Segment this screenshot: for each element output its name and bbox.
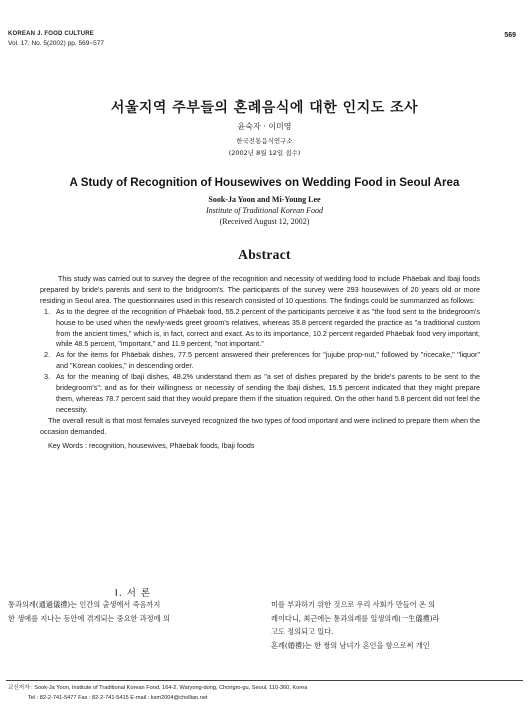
footnote-divider xyxy=(6,680,523,681)
body-left-column xyxy=(8,598,258,625)
finding-number: 2. xyxy=(44,350,50,360)
finding-item xyxy=(40,350,480,372)
english-authors: Sook-Ja Yoon and Mi-Young Lee xyxy=(208,195,321,204)
keywords: Key Words : recognition, housewives, Phäebak foods, Ibaji foods xyxy=(48,440,255,450)
finding-item xyxy=(40,372,480,416)
body-text-line: 고도 정의되고 있다. xyxy=(271,627,334,636)
contact-info: Tel : 82-2-741-5477 Fax : 82-2-741-5415 E-mail : ksm2004@chollian.net xyxy=(28,695,208,701)
finding-text: As for the meaning of Ibaji dishes, 48.2% understand them as "a set of dishes prepared by the bride's parents to be sent to the bridegroom's"; and as for their willingness or necessity of sending the Ibaji dishes, 15.5 percent indicated that they might prepare them, whereas 78.7 percent said that they would prepare them if the situation required. On the other hand 5.8 percent did not feel the necessity. xyxy=(56,372,480,414)
korean-received-date: (2002년 8월 12일 접수) xyxy=(228,149,301,157)
korean-institution: 한국전통음식연구소 xyxy=(236,137,293,145)
body-text-line: 미를 부과하기 위한 것으로 우리 사회가 만들어 온 의 xyxy=(271,600,436,609)
finding-number: 1. xyxy=(44,306,50,316)
english-title: A Study of Recognition of Housewives on Wedding Food in Seoul Area xyxy=(69,176,460,189)
journal-name: KOREAN J. FOOD CULTURE xyxy=(8,31,94,37)
volume-info: Vol. 17, No. 5(2002) pp. 569~577 xyxy=(8,40,104,47)
finding-item xyxy=(40,307,480,351)
corresponding-author: 교신저자 : Sook-Ja Yoon, Institute of Traditional Korean Food, 164-2, Waryong-dong, Chongro-gu, Seoul, 110-360, Korea xyxy=(8,685,308,691)
body-text-line: 한 생애를 지나는 동안에 겪게되는 중요한 과정에 의 xyxy=(8,613,170,623)
korean-title: 서울지역 주부들의 혼례음식에 대한 인지도 조사 xyxy=(110,100,419,116)
finding-text: As to the degree of the recognition of Phäebak food, 55.2 percent of the participants perceive it as "the food sent to the bridegroom's house to be used when the newly-weds greet groom's relatives, whereas 35.8 percent regarded the practice as "a traditional custom from the ancient times," which is, in fact, correct and exact. As to its importance, 10.2 percent regarded Phäebak food very important, while 48.5 percent, "important," and 11.9 percent, "not important." xyxy=(56,306,480,349)
abstract-conclusion: The overall result is that most females surveyed recognized the two types of food important and were inclined to prepare them when the occasion demanded. xyxy=(40,415,480,436)
findings-list xyxy=(40,307,480,416)
section-heading-introduction: I. 서 론 xyxy=(114,588,152,599)
finding-number: 3. xyxy=(44,372,50,382)
body-text-line: 통과의례(通過儀禮)는 인간의 출생에서 죽음까지 xyxy=(8,600,161,609)
page-number: 569 xyxy=(504,32,516,39)
body-right-column xyxy=(271,598,523,652)
abstract-heading: Abstract xyxy=(238,247,291,262)
korean-authors: 윤숙자 · 이미영 xyxy=(237,122,292,131)
finding-text: As for the items for Phäebak dishes, 77.5 percent answered their preferences for "jujube prop-nut," followed by "ricecake," "liquor" and "Korean cookies," in descending order. xyxy=(56,350,480,371)
abstract-body xyxy=(40,274,480,452)
body-text-line: 례이다니, 최근에는 통과의례를 일생의례(一生儀禮)라 xyxy=(271,613,440,623)
abstract-intro: This study was carried out to survey the degree of the recognition and necessity of wedding food to include Phäebak and Ibaji foods prepared by bride's parents and sent to the bridgroom's. The participants of the survey were 293 housewives of 20 years old or more residing in Seoul area. The questionnaires used in this research consisted of 10 questions. The findings could be summarized as follows: xyxy=(40,274,480,305)
body-text-line: 혼례(婚禮)는 한 쌍의 남녀가 혼인을 함으로써 개인 xyxy=(271,640,430,650)
english-institution: Institute of Traditional Korean Food xyxy=(205,206,324,215)
english-received-date: (Received August 12, 2002) xyxy=(219,217,310,226)
